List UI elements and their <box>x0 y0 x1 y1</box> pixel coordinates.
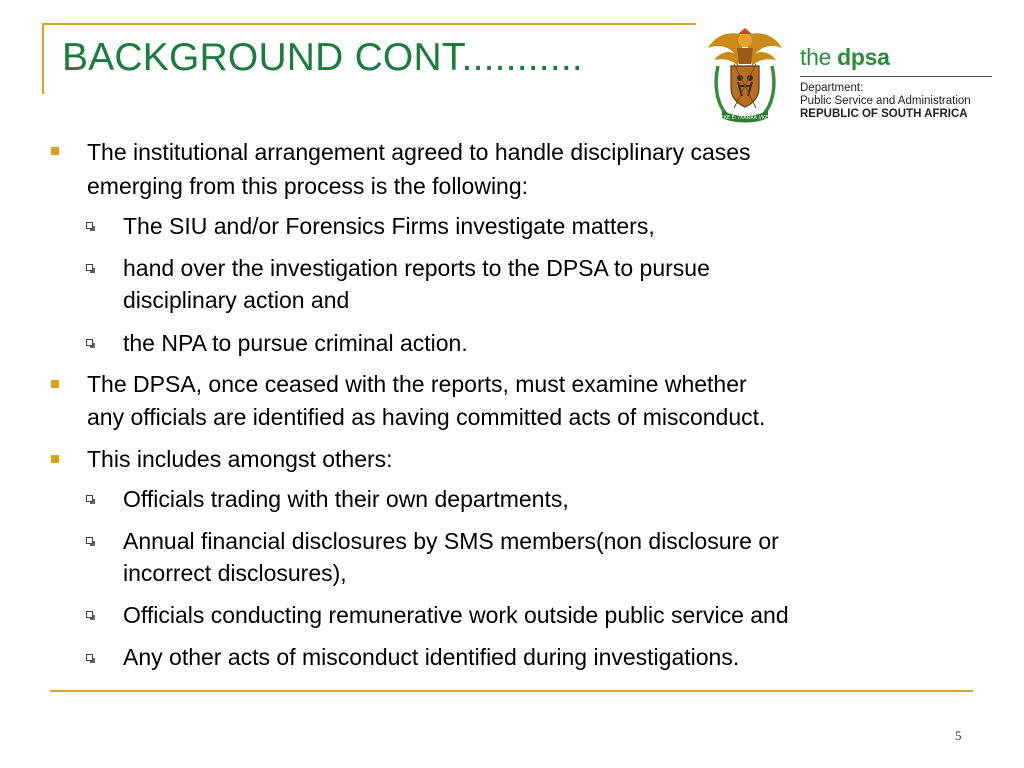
brand-name: dpsa <box>837 44 890 70</box>
bullet-1-sub-1: The SIU and/or Forensics Firms investigate matters, <box>123 213 655 239</box>
logo-department-name: Public Service and Administration <box>800 95 971 107</box>
coat-of-arms-logo <box>704 26 786 124</box>
sub-bullet-checkbox-icon <box>86 537 93 544</box>
bullet-1-sub-3: the NPA to pursue criminal action. <box>123 330 468 356</box>
bullet-square-icon <box>51 380 59 388</box>
bullet-1-sub-2-line-2: disciplinary action and <box>123 287 350 313</box>
page-number: 5 <box>955 728 962 743</box>
brand-prefix: the <box>800 44 838 70</box>
dpsa-wordmark <box>800 44 890 71</box>
bullet-3-sub-2-line-1: Annual financial disclosures by SMS members(non disclosure or <box>123 528 779 554</box>
bullet-3-sub-4: Any other acts of misconduct identified during investigations. <box>123 644 740 670</box>
logo-divider <box>800 76 992 77</box>
bullet-3-line-1: This includes amongst others: <box>87 446 393 472</box>
bullet-1-sub-2-line-1: hand over the investigation reports to the DPSA to pursue <box>123 255 710 281</box>
title-frame-vertical-rule <box>42 23 44 94</box>
sub-bullet-checkbox-icon <box>86 611 93 618</box>
bullet-square-icon <box>51 147 59 155</box>
bullet-3-sub-3: Officials conducting remunerative work outside public service and <box>123 602 789 628</box>
logo-department-label: Department: <box>800 82 864 94</box>
sub-bullet-checkbox-icon <box>86 654 93 661</box>
sub-bullet-checkbox-icon <box>86 264 93 271</box>
slide-title: BACKGROUND CONT........... <box>62 36 583 79</box>
bullet-square-icon <box>51 455 59 463</box>
sub-bullet-checkbox-icon <box>86 495 93 502</box>
title-frame-top-rule <box>42 23 696 25</box>
bullet-1-line-2: emerging from this process is the following: <box>87 173 529 199</box>
bullet-2-line-2: any officials are identified as having committed acts of misconduct. <box>87 404 766 430</box>
bullet-3-sub-2-line-2: incorrect disclosures), <box>123 560 347 586</box>
bullet-2-line-1: The DPSA, once ceased with the reports, must examine whether <box>87 371 747 397</box>
footer-rule <box>50 690 973 692</box>
logo-country: REPUBLIC OF SOUTH AFRICA <box>800 108 968 120</box>
bullet-3-sub-1: Officials trading with their own departments, <box>123 486 569 512</box>
sub-bullet-checkbox-icon <box>86 222 93 229</box>
bullet-1-line-1: The institutional arrangement agreed to handle disciplinary cases <box>87 139 751 165</box>
sub-bullet-checkbox-icon <box>86 339 93 346</box>
crest-motto: !KE E: /XARRA //KE <box>721 115 769 121</box>
